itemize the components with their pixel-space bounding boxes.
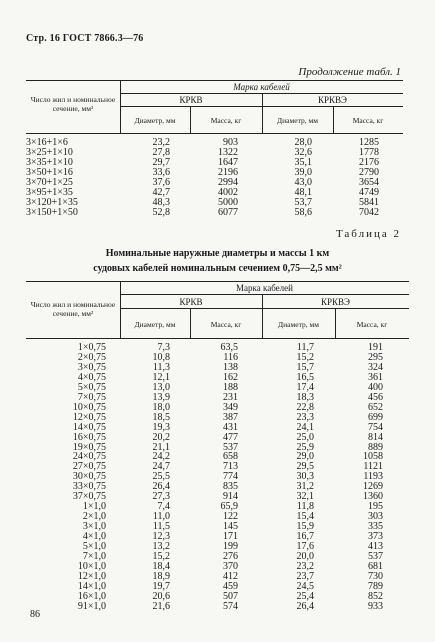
table-cell: 1285 [359,137,379,148]
table-cell: 3×120+1×35 [26,196,78,208]
table-cell: 730 [368,570,383,582]
table-cell: 32,6 [294,146,312,158]
krkv-header: КРКВ [179,95,203,105]
table-cell: 658 [223,451,238,463]
table-cell: 58,6 [294,206,312,218]
table-cell: 11,5 [152,521,170,533]
table-cell: 33,6 [152,166,170,178]
table-cell: 15,2 [296,351,314,363]
table-cell: 33×0,75 [72,481,106,493]
table-cell: 65,9 [220,501,238,513]
table-cell: 814 [368,431,383,443]
table-cell: 1360 [363,491,383,503]
table-cell: 11,7 [296,342,314,353]
table-cell: 1×0,75 [77,342,106,353]
table-cell: 32,1 [296,491,314,503]
table-cell: 7042 [359,206,379,218]
table-cell: 2176 [359,156,379,168]
table-cell: 324 [368,361,383,373]
table-cell: 1778 [359,146,379,158]
table-cell: 507 [223,590,238,602]
table-cell: 162 [223,371,238,383]
table-cell: 456 [368,391,383,403]
table-cell: 24,5 [296,580,314,592]
table-cell: 20,2 [152,431,170,443]
table-2-title-line-2: судовых кабелей номинальным сечением 0,75—2,5 мм² [93,263,342,274]
table-cell: 537 [368,550,383,562]
krkve-header: КРКВЭ [321,297,350,307]
table-cell: 413 [368,541,383,552]
table-cell: 3×35+1×10 [26,156,73,168]
table-cell: 477 [223,431,238,443]
table-cell: 7,3 [157,342,170,353]
page-header: Стр. 16 ГОСТ 7866.3—76 [26,33,144,44]
table-cell: 21,1 [152,441,170,453]
table-cell: 4×0,75 [77,371,106,383]
table-cell: 903 [223,137,238,148]
table-cell: 11,3 [152,361,170,373]
table-cell: 145 [223,521,238,533]
mass-header: Масса, кг [356,320,388,329]
table-cell: 10×1,0 [77,560,106,572]
table-cell: 39,0 [294,166,312,178]
krkv-header: КРКВ [179,297,203,307]
table-cell: 24,7 [152,461,170,473]
table-cell: 24×0,75 [72,451,106,463]
table-cell: 15,4 [296,511,314,523]
table-cell: 370 [223,560,238,572]
page-number: 86 [30,609,40,620]
table-cell: 3×0,75 [77,361,106,373]
table-cell: 2196 [218,166,238,178]
mass-header: Масса, кг [210,320,242,329]
table-cell: 14×1,0 [77,580,106,592]
table-cell: 22,8 [296,401,314,413]
table-cell: 387 [223,411,238,423]
table-cell: 18,9 [152,570,170,582]
table-cell: 23,2 [152,137,170,148]
row-label-header: Число жил и номинальное сечение, мм² [30,95,116,113]
table-2-number: Таблица 2 [335,228,401,240]
table-cell: 699 [368,411,383,423]
table-cell: 231 [223,391,238,403]
table-cell: 20,0 [296,550,314,562]
table-cell: 15,7 [296,361,314,373]
continuation-label: Продолжение табл. 1 [298,66,401,78]
table-cell: 1193 [363,471,383,483]
table-cell: 3×95+1×35 [26,186,73,198]
diameter-header: Диаметр, мм [277,116,318,125]
table-cell: 19,7 [152,580,170,592]
table-cell: 26,4 [296,600,314,612]
diameter-header: Диаметр, мм [134,116,176,125]
table-cell: 4×1,0 [82,531,106,543]
table-cell: 1058 [363,451,383,463]
table-cell: 889 [368,441,383,453]
table-cell: 7×1,0 [82,550,106,562]
table-cell: 23,2 [296,560,314,572]
table-cell: 18,0 [152,401,170,413]
table-cell: 188 [223,381,238,393]
table-cell: 574 [223,600,238,612]
table-cell: 29,7 [152,156,170,168]
table-cell: 2994 [218,176,238,188]
diameter-header: Диаметр, мм [134,320,176,329]
table-cell: 14×0,75 [72,421,106,433]
table-cell: 3×16+1×6 [26,137,68,148]
table-cell: 400 [368,381,383,393]
table-cell: 52,8 [152,206,170,218]
table-cell: 91×1,0 [77,600,106,612]
table-cell: 3654 [359,176,379,188]
table-2-title-line-1: Номинальные наружные диаметры и массы 1 км [105,248,330,259]
table-cell: 12,1 [152,371,170,383]
table-cell: 789 [368,580,383,592]
table-cell: 1121 [363,461,383,473]
table-cell: 7,4 [157,501,170,513]
table-cell: 7×0,75 [77,391,106,403]
table-cell: 1×1,0 [82,501,106,513]
table-cell: 17,4 [296,381,314,393]
table-cell: 35,1 [294,156,312,168]
table-cell: 13,0 [152,381,170,393]
table-cell: 48,1 [294,186,312,198]
table-cell: 3×1,0 [82,521,106,533]
table-cell: 18,3 [296,391,314,403]
table-cell: 652 [368,401,383,413]
table-cell: 295 [368,351,383,363]
table-cell: 1647 [218,156,238,168]
table-cell: 30,3 [296,471,314,483]
table-cell: 3×70+1×25 [26,176,73,188]
table-cell: 19×0,75 [72,441,106,453]
table-cell: 4749 [359,186,379,198]
table-cell: 13,9 [152,391,170,403]
table-cell: 28,0 [294,137,312,148]
table-cell: 24,1 [296,421,314,433]
table-cell: 27,8 [152,146,170,158]
table-cell: 122 [223,511,238,523]
table-cell: 713 [223,461,238,473]
table-cell: 5841 [359,196,379,208]
table-cell: 2×0,75 [77,351,106,363]
table-cell: 27,3 [152,491,170,503]
table-cell: 754 [368,421,383,433]
krkve-header: КРКВЭ [318,95,347,105]
table-cell: 42,7 [152,186,170,198]
table-cell: 30×0,75 [72,471,106,483]
table-cell: 15,2 [152,550,170,562]
table-cell: 21,6 [152,600,170,612]
table-cell: 3×50+1×16 [26,166,73,178]
table-cell: 5×1,0 [82,541,106,552]
table-cell: 3×25+1×10 [26,146,73,158]
table-cell: 29,0 [296,451,314,463]
table-cell: 16,5 [296,371,314,383]
table-cell: 276 [223,550,238,562]
table-cell: 774 [223,471,238,483]
mass-header: Масса, кг [210,116,242,125]
diameter-header: Диаметр, мм [278,320,319,329]
table-cell: 25,0 [296,431,314,443]
table-cell: 43,0 [294,176,312,188]
table-cell: 199 [223,541,238,552]
table-cell: 431 [223,421,238,433]
brand-header: Марка кабелей [236,283,293,293]
table-cell: 3×150+1×50 [26,206,78,218]
table-cell: 16×1,0 [77,590,106,602]
row-label-header: Число жил и номинальное сечение, мм² [30,300,116,318]
table-cell: 12×0,75 [72,411,106,423]
table-cell: 852 [368,590,383,602]
table-cell: 25,9 [296,441,314,453]
table-cell: 25,5 [152,471,170,483]
table-cell: 63,5 [220,342,238,353]
table-cell: 171 [223,531,238,543]
table-cell: 26,4 [152,481,170,493]
table-cell: 48,3 [152,196,170,208]
table-cell: 933 [368,600,383,612]
table-cell: 29,5 [296,461,314,473]
table-cell: 18,5 [152,411,170,423]
table-cell: 23,3 [296,411,314,423]
table-cell: 1269 [363,481,383,493]
table-cell: 37,6 [152,176,170,188]
table-cell: 24,2 [152,451,170,463]
brand-header: Марка кабелей [233,82,290,92]
table-cell: 17,6 [296,541,314,552]
table-cell: 2790 [359,166,379,178]
table-cell: 5×0,75 [77,381,106,393]
table-cell: 13,2 [152,541,170,552]
table-cell: 31,2 [296,481,314,493]
table-cell: 12×1,0 [77,570,106,582]
table-cell: 11,0 [152,511,170,523]
table-cell: 191 [368,342,383,353]
table-cell: 53,7 [294,196,312,208]
table-cell: 11,8 [296,501,314,513]
table-cell: 537 [223,441,238,453]
table-cell: 116 [223,351,238,363]
table-cell: 361 [368,371,383,383]
table-cell: 10×0,75 [72,401,106,413]
table-cell: 16,7 [296,531,314,543]
table-cell: 349 [223,401,238,413]
table-cell: 914 [223,491,238,503]
table-cell: 4002 [218,186,238,198]
table-cell: 12,3 [152,531,170,543]
table-cell: 373 [368,531,383,543]
table-cell: 15,9 [296,521,314,533]
mass-header: Масса, кг [352,116,384,125]
table-cell: 835 [223,481,238,493]
table-cell: 459 [223,580,238,592]
table-cell: 1322 [218,146,238,158]
table-cell: 25,4 [296,590,314,602]
table-cell: 303 [368,511,383,523]
table-cell: 27×0,75 [72,461,106,473]
table-cell: 195 [368,501,383,513]
table-cell: 138 [223,361,238,373]
table-cell: 16×0,75 [72,431,106,443]
table-cell: 681 [368,560,383,572]
table-cell: 2×1,0 [82,511,106,523]
table-cell: 19,3 [152,421,170,433]
table-cell: 20,6 [152,590,170,602]
table-cell: 6077 [218,206,238,218]
table-cell: 412 [223,570,238,582]
table-cell: 23,7 [296,570,314,582]
table-cell: 335 [368,521,383,533]
table-cell: 37×0,75 [72,491,106,503]
table-cell: 5000 [218,196,238,208]
table-cell: 18,4 [152,560,170,572]
table-cell: 10,8 [152,351,170,363]
